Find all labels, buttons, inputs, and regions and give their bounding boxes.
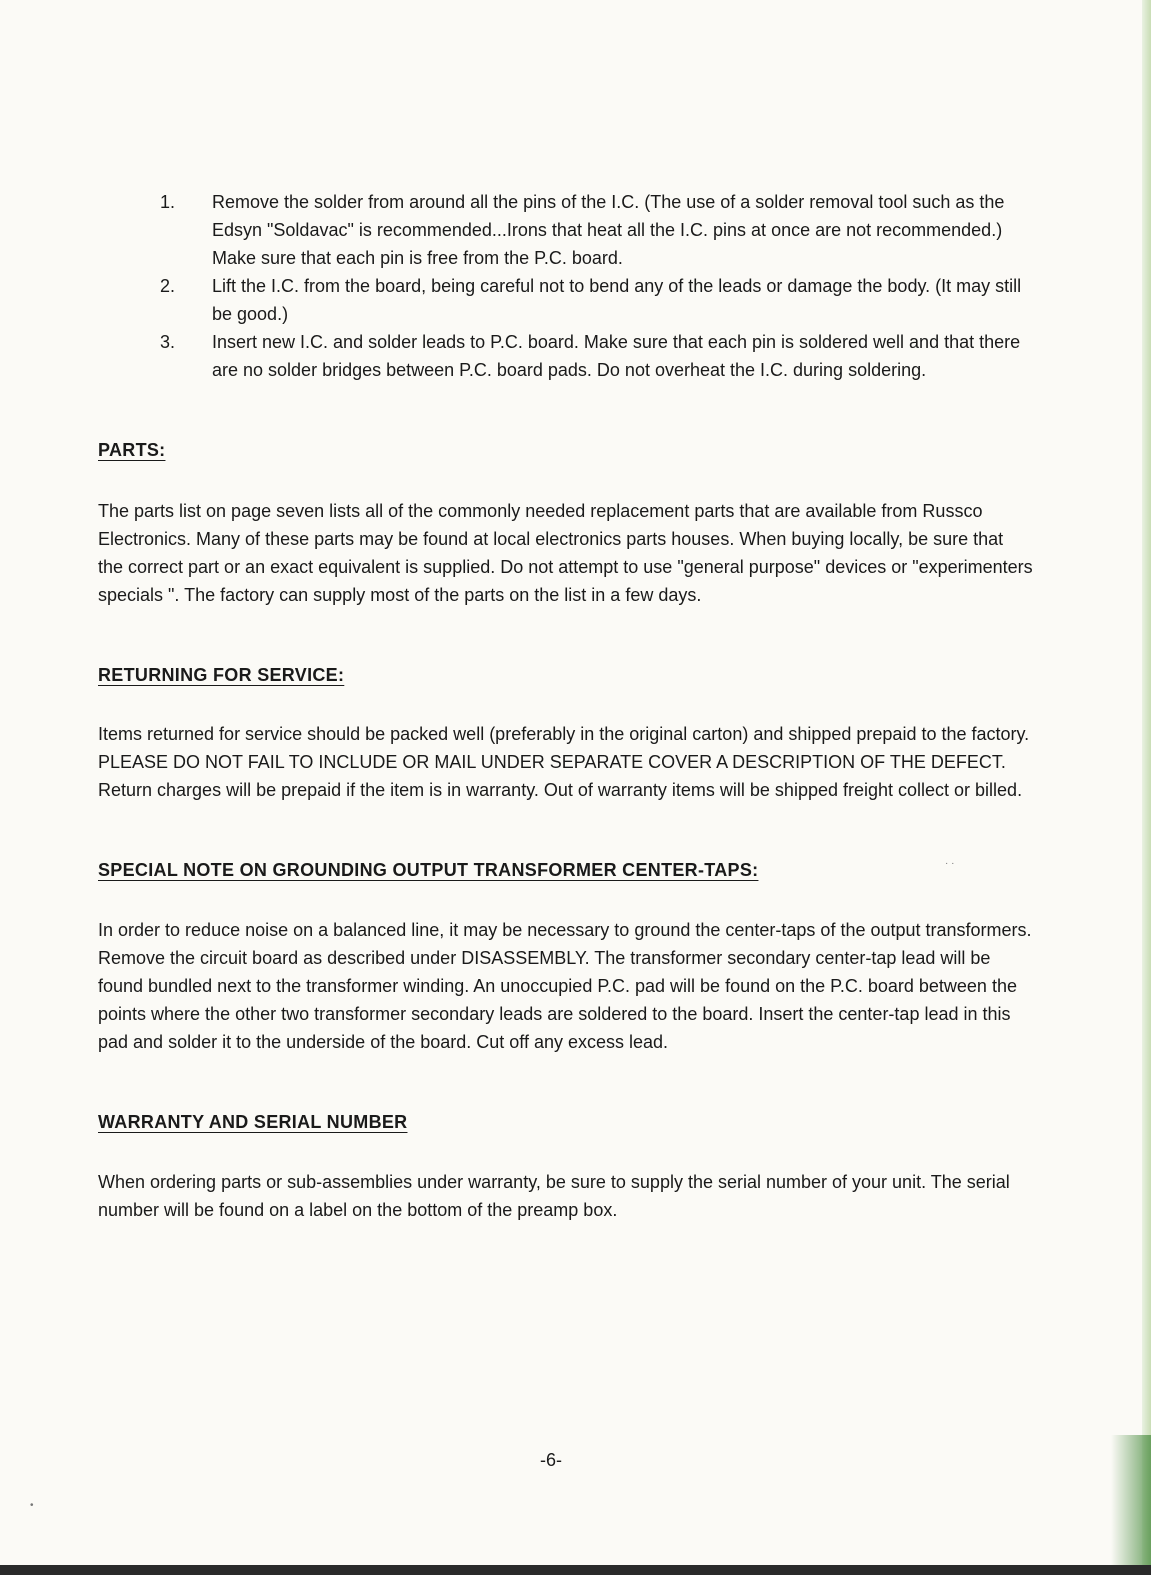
returning-paragraph: Items returned for service should be packed well (preferably in the original carton) and shipped prepaid to the factory. PLEASE DO NOT FAIL TO INCLUDE OR MAIL UNDER SEPARATE COVER A DESCRIPTION OF THE DEFECT. Return charges will be prepaid if the item is in warranty. Out of warranty items will be shipped freight collect or billed. xyxy=(98,724,1030,800)
page-edge-shadow xyxy=(1111,1435,1151,1575)
list-item-number: 2. xyxy=(160,276,176,296)
list-item-text: Lift the I.C. from the board, being careful not to bend any of the leads or damage the body. (It may still be good.) xyxy=(212,276,1022,324)
list-item xyxy=(160,328,1040,384)
list-item xyxy=(160,272,1040,328)
list-item xyxy=(160,188,1040,272)
parts-paragraph: The parts list on page seven lists all of the commonly needed replacement parts that are available from Russco Electronics. Many of these parts may be found at local electronics parts houses. When buying locally, be sure that the correct part or an exact equivalent is supplied. Do not attempt to use "general purpose" devices or "experimenters specials ". The factory can supply most of the parts on the list in a few days. xyxy=(98,501,1033,605)
warranty-paragraph: When ordering parts or sub-assemblies under warranty, be sure to supply the serial number of your unit. The serial number will be found on a label on the bottom of the preamp box. xyxy=(98,1172,1010,1220)
grounding-heading: SPECIAL NOTE ON GROUNDING OUTPUT TRANSFORMER CENTER-TAPS: xyxy=(98,860,759,880)
scan-speck: · · xyxy=(945,858,955,869)
grounding-paragraph: In order to reduce noise on a balanced line, it may be necessary to ground the center-taps of the output transformers. Remove the circuit board as described under DISASSEMBLY. The transformer secondary center-tap lead will be found bundled next to the transformer winding. An unoccupied P.C. pad will be found on the P.C. board between the points where the other two transformer secondary leads are soldered to the board. Insert the center-tap lead in this pad and solder it to the underside of the board. Cut off any excess lead. xyxy=(98,920,1032,1052)
list-item-text: Remove the solder from around all the pins of the I.C. (The use of a solder removal tool such as the Edsyn "Soldavac" is recommended...Irons that heat all the I.C. pins at once are not recommended.) Make sure that each pin is free from the P.C. board. xyxy=(212,192,1005,268)
parts-heading: PARTS: xyxy=(98,440,166,460)
ic-replacement-steps xyxy=(160,188,1040,384)
scan-speck: • xyxy=(30,1500,34,1511)
list-item-number: 1. xyxy=(160,192,176,212)
warranty-heading: WARRANTY AND SERIAL NUMBER xyxy=(98,1112,408,1132)
page-edge xyxy=(1142,0,1151,1575)
returning-heading: RETURNING FOR SERVICE: xyxy=(98,665,345,685)
list-item-text: Insert new I.C. and solder leads to P.C. board. Make sure that each pin is soldered well and that there are no solder bridges between P.C. board pads. Do not overheat the I.C. during soldering. xyxy=(212,332,1021,380)
list-item-number: 3. xyxy=(160,332,176,352)
scan-border xyxy=(0,1565,1151,1575)
page-number: -6- xyxy=(540,1450,562,1470)
